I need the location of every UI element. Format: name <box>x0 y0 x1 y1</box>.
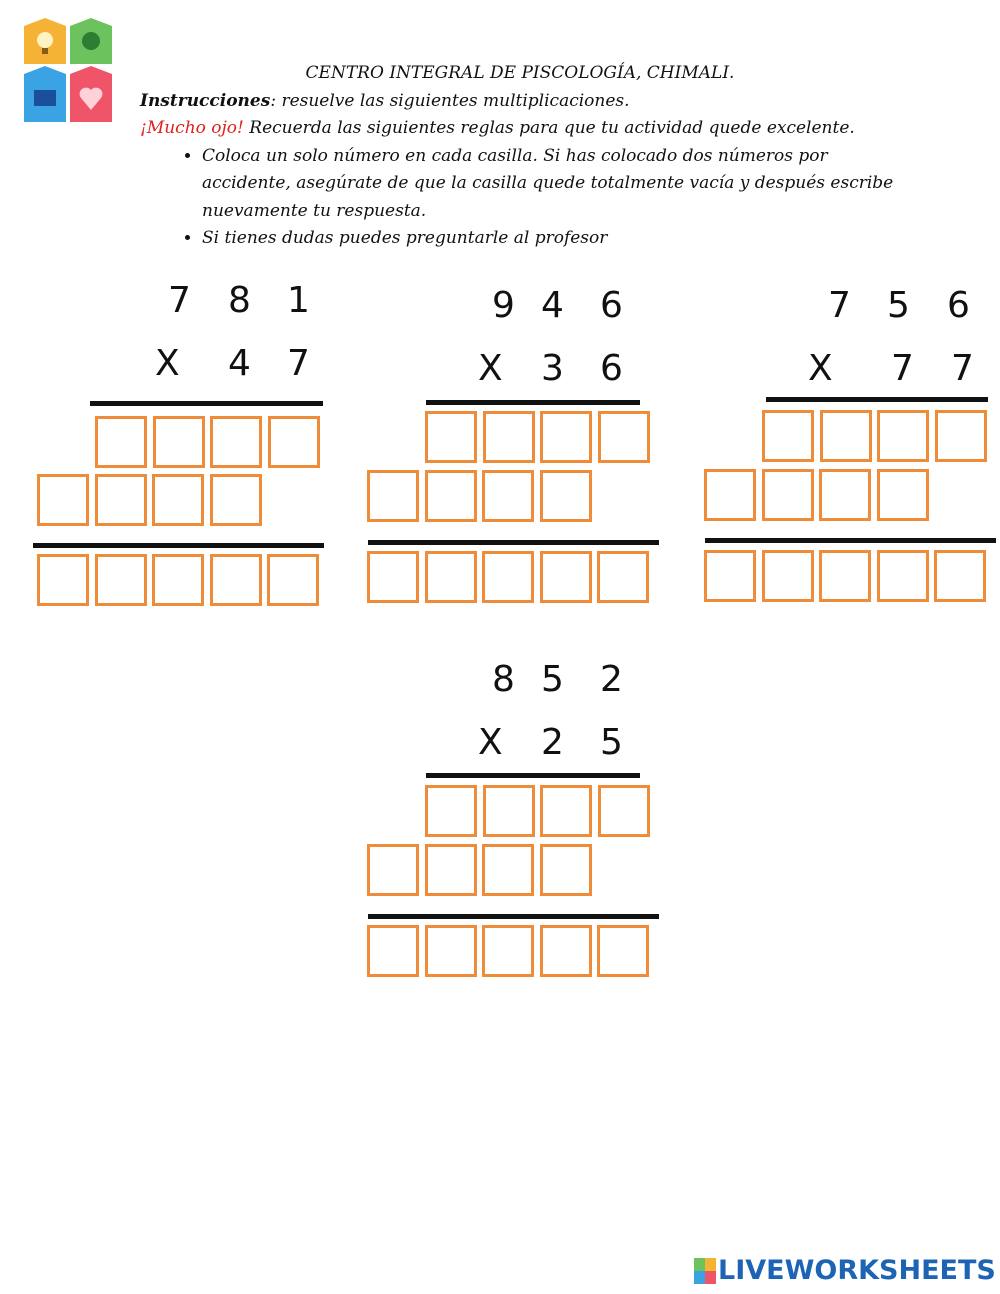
multiplier-digit: 7 <box>951 348 974 389</box>
partial-product-2-box[interactable] <box>482 470 534 522</box>
divider-line <box>368 914 659 919</box>
result-box[interactable] <box>367 925 419 977</box>
multiplicand-digit: 8 <box>492 659 515 700</box>
result-box[interactable] <box>482 925 534 977</box>
multiplier-digit: 4 <box>228 343 251 384</box>
partial-product-1-box[interactable] <box>425 411 477 463</box>
warning-line <box>140 115 900 143</box>
partial-product-1-box[interactable] <box>268 416 320 468</box>
warning-text: Recuerda las siguientes reglas para que tu actividad quede excelente. <box>243 118 855 138</box>
partial-product-1-box[interactable] <box>540 785 592 837</box>
result-box[interactable] <box>482 551 534 603</box>
rule-item: • Si tienes dudas puedes preguntarle al profesor <box>202 225 900 253</box>
multiplicand-digit: 6 <box>947 285 970 326</box>
divider-line <box>368 540 659 545</box>
partial-product-1-box[interactable] <box>483 411 535 463</box>
multiplicand-digit: 2 <box>600 659 623 700</box>
partial-product-2-box[interactable] <box>95 474 147 526</box>
partial-product-2-box[interactable] <box>152 474 204 526</box>
result-box[interactable] <box>37 554 89 606</box>
partial-product-1-box[interactable] <box>540 411 592 463</box>
divider-line <box>90 401 323 406</box>
partial-product-2-box[interactable] <box>482 844 534 896</box>
partial-product-1-box[interactable] <box>935 410 987 462</box>
multiplicand-digit: 5 <box>887 285 910 326</box>
partial-product-1-box[interactable] <box>95 416 147 468</box>
partial-product-1-box[interactable] <box>210 416 262 468</box>
rule-item: • Coloca un solo número en cada casilla. Si has colocado dos números por accidente, asegúrate de que la casilla quede totalmente vacía y después escribe nuevamente tu respuesta. <box>202 143 900 226</box>
result-box[interactable] <box>540 925 592 977</box>
divider-line <box>426 773 640 778</box>
multiplicand-digit: 7 <box>828 285 851 326</box>
times-sign: X <box>478 722 503 763</box>
result-box[interactable] <box>267 554 319 606</box>
partial-product-2-box[interactable] <box>877 469 929 521</box>
result-box[interactable] <box>934 550 986 602</box>
partial-product-1-box[interactable] <box>153 416 205 468</box>
multiplier-digit: 6 <box>600 348 623 389</box>
divider-line <box>766 397 988 402</box>
partial-product-2-box[interactable] <box>37 474 89 526</box>
result-box[interactable] <box>540 551 592 603</box>
partial-product-1-box[interactable] <box>598 411 650 463</box>
multiplier-digit: 7 <box>287 343 310 384</box>
partial-product-1-box[interactable] <box>483 785 535 837</box>
result-box[interactable] <box>95 554 147 606</box>
multiplicand-digit: 1 <box>287 280 310 321</box>
rules-list <box>140 143 900 253</box>
multiplicand-digit: 7 <box>168 280 191 321</box>
instructions-label: Instrucciones <box>140 90 271 111</box>
partial-product-1-box[interactable] <box>762 410 814 462</box>
multiplicand-digit: 5 <box>541 659 564 700</box>
result-box[interactable] <box>762 550 814 602</box>
warning-label: ¡Mucho ojo! <box>140 118 244 138</box>
result-box[interactable] <box>367 551 419 603</box>
result-box[interactable] <box>210 554 262 606</box>
partial-product-2-box[interactable] <box>367 844 419 896</box>
partial-product-1-box[interactable] <box>820 410 872 462</box>
partial-product-2-box[interactable] <box>425 844 477 896</box>
multiplier-digit: 7 <box>891 348 914 389</box>
divider-line <box>426 400 640 405</box>
liveworksheets-logo <box>694 1255 996 1286</box>
result-box[interactable] <box>597 551 649 603</box>
multiplier-digit: 2 <box>541 722 564 763</box>
times-sign: X <box>478 348 503 389</box>
result-box[interactable] <box>877 550 929 602</box>
result-box[interactable] <box>425 925 477 977</box>
partial-product-1-box[interactable] <box>877 410 929 462</box>
divider-line <box>705 538 996 543</box>
result-box[interactable] <box>425 551 477 603</box>
partial-product-2-box[interactable] <box>367 470 419 522</box>
times-sign: X <box>155 343 180 384</box>
partial-product-2-box[interactable] <box>819 469 871 521</box>
multiplicand-digit: 4 <box>541 285 564 326</box>
header-clip <box>0 56 1000 272</box>
divider-line <box>33 543 324 548</box>
partial-product-2-box[interactable] <box>540 844 592 896</box>
partial-product-2-box[interactable] <box>425 470 477 522</box>
partial-product-2-box[interactable] <box>540 470 592 522</box>
multiplicand-digit: 9 <box>492 285 515 326</box>
instructions-line <box>140 88 900 116</box>
times-sign: X <box>808 348 833 389</box>
partial-product-2-box[interactable] <box>210 474 262 526</box>
page-title: CENTRO INTEGRAL DE PISCOLOGÍA, CHIMALI. <box>305 63 735 83</box>
partial-product-1-box[interactable] <box>425 785 477 837</box>
partial-product-2-box[interactable] <box>762 469 814 521</box>
header <box>140 60 900 253</box>
multiplicand-digit: 6 <box>600 285 623 326</box>
multiplier-digit: 5 <box>600 722 623 763</box>
result-box[interactable] <box>152 554 204 606</box>
result-box[interactable] <box>704 550 756 602</box>
multiplicand-digit: 8 <box>228 280 251 321</box>
partial-product-2-box[interactable] <box>704 469 756 521</box>
result-box[interactable] <box>819 550 871 602</box>
result-box[interactable] <box>597 925 649 977</box>
liveworksheets-icon <box>694 1258 716 1284</box>
multiplier-digit: 3 <box>541 348 564 389</box>
footer-brand: LIVEWORKSHEETS <box>718 1255 996 1286</box>
instructions-text: : resuelve las siguientes multiplicaciones. <box>270 90 630 111</box>
partial-product-1-box[interactable] <box>598 785 650 837</box>
